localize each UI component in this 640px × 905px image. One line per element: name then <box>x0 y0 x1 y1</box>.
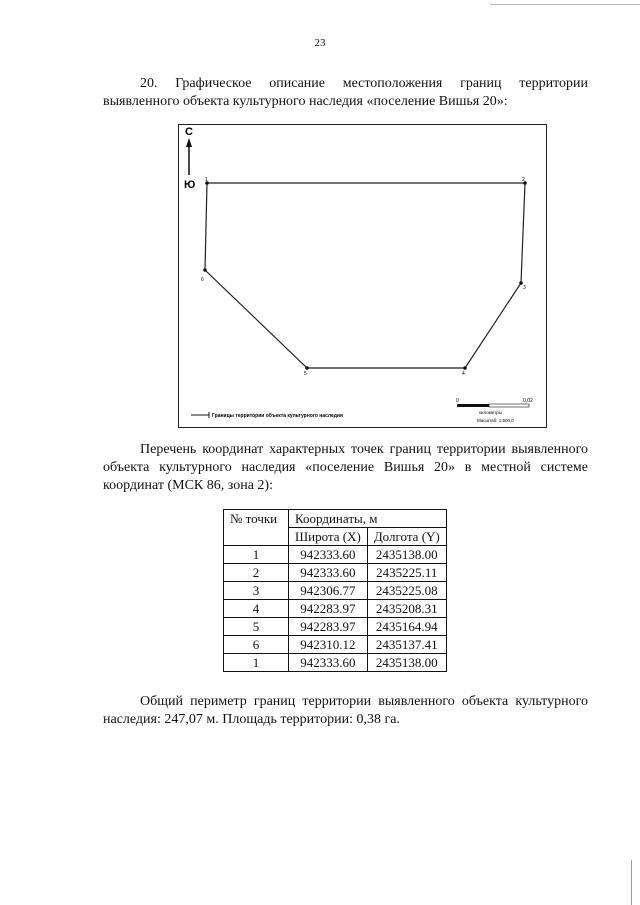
legend-text: Границы территории объекта культурного наследия <box>212 413 343 419</box>
header-coordinates: Координаты, м <box>289 510 447 528</box>
compass-south-label: Ю <box>184 179 196 191</box>
cell-point: 6 <box>224 636 289 654</box>
cell-x: 942333.60 <box>289 654 368 672</box>
summary-paragraph: Общий периметр границ территории выявленного объекта культурного наследия: 247,07 м. Площадь территории: 0,38 га. <box>103 694 588 727</box>
table-row <box>224 564 447 582</box>
cell-point: 1 <box>224 546 289 564</box>
vertex-label-3: 3 <box>523 285 526 291</box>
cell-x: 942283.97 <box>289 618 368 636</box>
scan-artifact-line <box>490 4 640 5</box>
table-row <box>224 654 447 672</box>
cell-y: 2435225.11 <box>367 564 446 582</box>
cell-y: 2435138.00 <box>367 654 446 672</box>
cell-point: 2 <box>224 564 289 582</box>
coordinates-intro-paragraph: Перечень координат характерных точек границ территории выявленного объекта культурного наследия «поселение Вишья 20» в местной системе координат (МСК 86, зона 2): <box>103 442 588 493</box>
scale-end-label: 0,02 <box>523 398 533 404</box>
cell-x: 942306.77 <box>289 582 368 600</box>
cell-x: 942283.97 <box>289 600 368 618</box>
cell-point: 4 <box>224 600 289 618</box>
section-heading: 20. Графическое описание местоположения границ территории выявленного объекта культурного наследия «поселение Вишья 20»: <box>103 76 588 109</box>
cell-point: 1 <box>224 654 289 672</box>
table-row <box>224 636 447 654</box>
table-header-row <box>224 510 447 528</box>
boundary-map-svg <box>179 125 548 429</box>
vertex-6 <box>203 268 207 272</box>
vertex-label-1: 1 <box>205 177 208 183</box>
boundary-polygon <box>205 183 525 368</box>
cell-x: 942333.60 <box>289 564 368 582</box>
compass-north-label: С <box>185 126 193 138</box>
table-row <box>224 600 447 618</box>
scale-start-label: 0 <box>456 398 459 404</box>
scan-artifact-edge <box>631 860 632 905</box>
cell-y: 2435164.94 <box>367 618 446 636</box>
boundary-map <box>178 124 547 428</box>
page-number: 23 <box>314 37 326 49</box>
vertex-4 <box>463 366 467 370</box>
cell-x: 942310.12 <box>289 636 368 654</box>
cell-x: 942333.60 <box>289 546 368 564</box>
cell-y: 2435138.00 <box>367 546 446 564</box>
vertex-label-6: 6 <box>201 277 204 283</box>
table-row <box>224 618 447 636</box>
table-row <box>224 546 447 564</box>
header-point-number: № точки <box>224 510 289 546</box>
vertex-5 <box>305 366 309 370</box>
coordinates-table <box>223 509 447 672</box>
vertex-label-5: 5 <box>304 371 307 377</box>
cell-y: 2435225.08 <box>367 582 446 600</box>
compass-arrow-icon <box>186 138 192 147</box>
cell-y: 2435137.41 <box>367 636 446 654</box>
table-row <box>224 582 447 600</box>
header-latitude: Широта (X) <box>289 528 368 546</box>
scale-bar-light <box>489 404 529 407</box>
cell-point: 3 <box>224 582 289 600</box>
scale-unit-label: километры <box>479 410 502 415</box>
scale-bar-dark <box>457 404 489 407</box>
vertex-label-4: 4 <box>462 371 465 377</box>
cell-y: 2435208.31 <box>367 600 446 618</box>
cell-point: 5 <box>224 618 289 636</box>
vertex-label-2: 2 <box>522 177 525 183</box>
header-longitude: Долгота (Y) <box>367 528 446 546</box>
scale-ratio-label: Масштаб: 1:500,0 <box>477 418 514 423</box>
